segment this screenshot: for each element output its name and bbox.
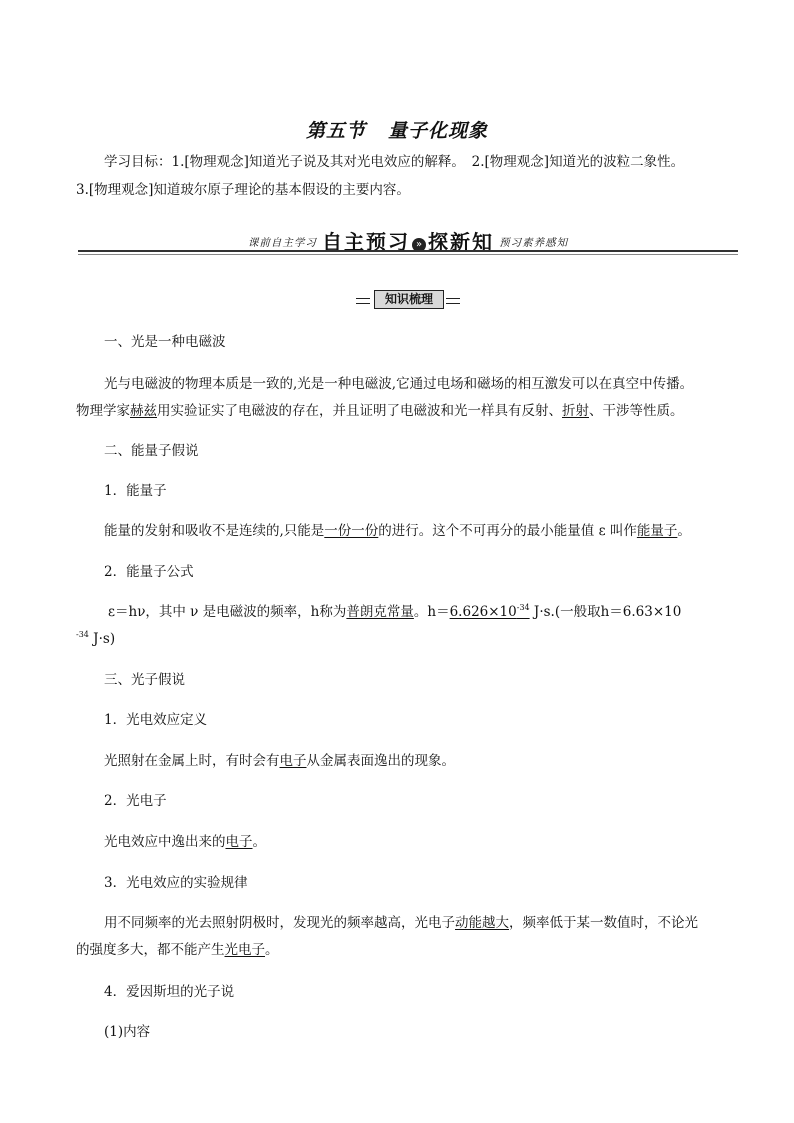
subheading: 1．光电效应定义 bbox=[104, 712, 208, 728]
subheading: 1．能量子 bbox=[104, 483, 167, 499]
paragraph: 的强度多大，都不能产生光电子。 bbox=[76, 942, 279, 958]
double-arrow-icon: » bbox=[412, 238, 426, 252]
answer-blank: 光电子 bbox=[224, 942, 265, 958]
answer-blank: 赫兹 bbox=[130, 403, 157, 419]
section-name: 量子化现象 bbox=[388, 120, 489, 142]
paragraph: 光电效应中逸出来的电子。 bbox=[104, 834, 266, 850]
section-banner bbox=[78, 226, 738, 256]
banner-left-label: 课前自主学习 bbox=[247, 237, 317, 249]
subheading: 4．爱因斯坦的光子说 bbox=[104, 984, 235, 1000]
subheading: 3．光电效应的实验规律 bbox=[104, 875, 248, 891]
answer-blank: 电子 bbox=[225, 834, 253, 850]
section-number: 第五节 bbox=[305, 120, 366, 142]
heading-photon-hypothesis: 三、光子假说 bbox=[104, 672, 185, 688]
answer-blank: 折射 bbox=[562, 403, 589, 419]
knowledge-tag-label: 知识梳理 bbox=[374, 290, 444, 309]
answer-blank: 一份一份 bbox=[324, 523, 379, 539]
answer-blank: 普朗克常量 bbox=[346, 604, 414, 620]
paragraph: 光照射在金属上时，有时会有电子从金属表面逸出的现象。 bbox=[104, 753, 455, 769]
heading-energy-quantum: 二、能量子假说 bbox=[104, 443, 199, 459]
formula-line-cont: $^{-34}$ J·s) bbox=[76, 630, 116, 647]
objectives-line-2: 3.[物理观念]知道玻尔原子理论的基本假设的主要内容。 bbox=[76, 182, 410, 198]
banner-right-label: 预习素养感知 bbox=[499, 237, 569, 249]
banner-main-2: 探新知 bbox=[428, 230, 494, 254]
answer-blank: 动能越大 bbox=[455, 915, 509, 931]
paragraph: 用不同频率的光去照射阴极时，发现光的频率越高，光电子动能越大，频率低于某一数值时，不论光 bbox=[104, 915, 698, 931]
paragraph: 光与电磁波的物理本质是一致的,光是一种电磁波,它通过电场和磁场的相互激发可以在真空中传播。 bbox=[104, 376, 694, 392]
formula-line: ε＝hν，其中 ν 是电磁波的频率，h称为普朗克常量。$h=6.626\times 10^{-34}$ J·s.(一般取h＝6.63×10 bbox=[108, 603, 682, 620]
page-title bbox=[0, 116, 794, 143]
answer-blank: 电子 bbox=[279, 753, 307, 769]
banner-rule-thin bbox=[78, 254, 738, 255]
answer-blank: 能量子 bbox=[636, 523, 678, 539]
subheading: 2．光电子 bbox=[104, 793, 167, 809]
paragraph: 能量的发射和吸收不是连续的,只能是一份一份的进行。这个不可再分的最小能量值 ε 叫作能量子。 bbox=[104, 523, 691, 539]
banner-main-1: 自主预习 bbox=[322, 230, 410, 254]
subheading: (1)内容 bbox=[104, 1024, 151, 1040]
banner-rule bbox=[78, 250, 738, 252]
paragraph: 物理学家赫兹用实验证实了电磁波的存在，并且证明了电磁波和光一样具有反射、折射、干涉等性质。 bbox=[76, 403, 684, 419]
subheading: 2．能量子公式 bbox=[104, 564, 194, 580]
objectives-line-1: 学习目标：1.[物理观念]知道光子说及其对光电效应的解释。 2.[物理观念]知道光的波粒二象性。 bbox=[104, 154, 685, 170]
heading-light-em-wave: 一、光是一种电磁波 bbox=[104, 334, 226, 350]
answer-blank: $6.626\times 10^{-34}$ bbox=[449, 603, 530, 620]
knowledge-tag bbox=[356, 290, 460, 308]
